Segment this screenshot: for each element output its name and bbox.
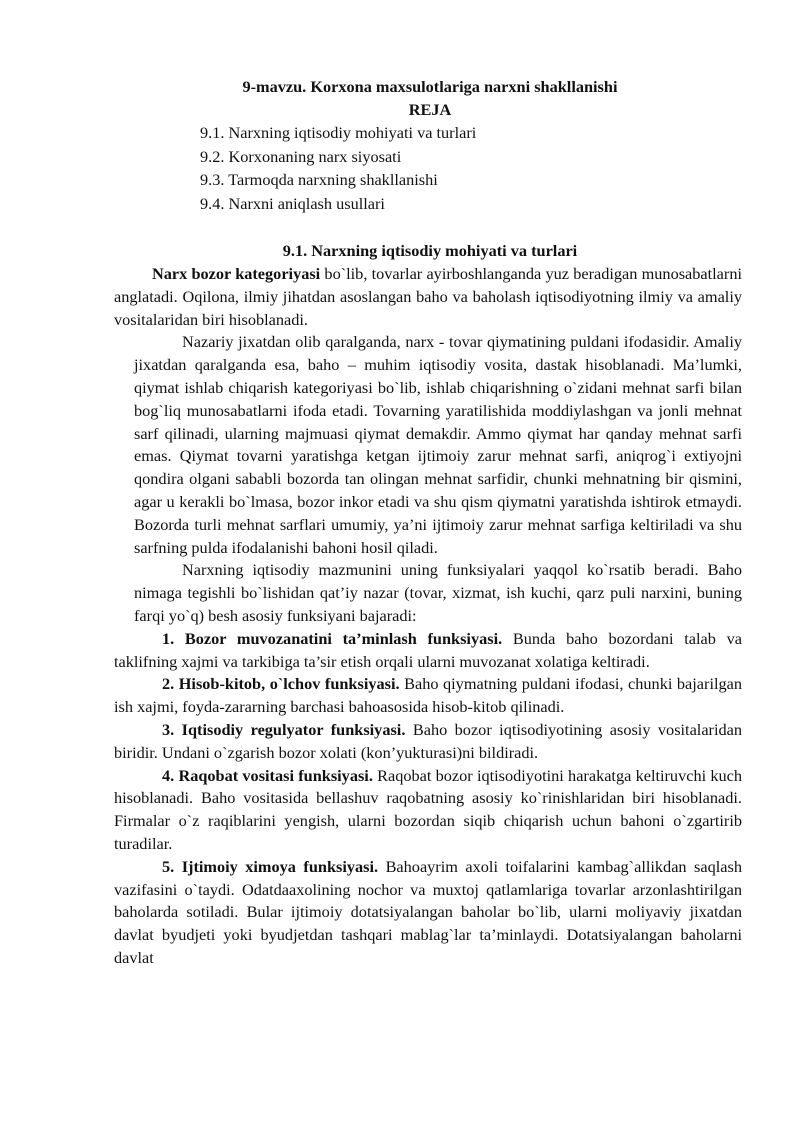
plan-item: 9.3. Tarmoqda narxning shakllanishi <box>200 170 438 189</box>
document-title: 9-mavzu. Korxona maxsulotlariga narxni shakllanishi <box>242 77 618 96</box>
plan-item: 9.2. Korxonaning narx siyosati <box>200 146 402 166</box>
function-title: 3. Iqtisodiy regulyator funksiyasi. <box>162 719 406 739</box>
function-item <box>114 765 742 856</box>
function-item <box>114 719 742 765</box>
function-text: Baho qiymatning puldani ifodasi, chunki bajarilgan ish xajmi, foyda-zararning barchasi bahoasosida hisob-kitob qilinadi. <box>114 674 742 717</box>
function-title: 4. Raqobat vositasi funksiyasi. <box>162 765 373 785</box>
function-item <box>114 628 742 674</box>
bold-term: Narx bozor kategoriyasi <box>152 264 321 283</box>
section-heading: 9.1. Narxning iqtisodiy mohiyati va turlari <box>282 241 578 260</box>
document-body <box>114 263 742 970</box>
paragraph-definition <box>114 263 742 331</box>
plan-item: 9.4. Narxni aniqlash usullari <box>200 193 385 213</box>
function-text: Baho bozor iqtisodiyotining asosiy vositalaridan biridir. Undani o`zgarish bozor xolati (kon’yukturasi)ni bildiradi. <box>114 719 743 762</box>
plan-item: 9.1. Narxning iqtisodiy mohiyati va turlari <box>200 123 477 142</box>
function-title: 2. Hisob-kitob, o`lchov funksiyasi. <box>162 674 400 694</box>
plan-list <box>200 122 476 216</box>
paragraph-functions-intro: Narxning iqtisodiy mazmunini uning funksiyalari yaqqol ko`rsatib beradi. Baho nimaga tegishli bo`lishidan qat’iy nazar (tovar, xizmat, ish kuchi, qarz puli narxini, buning farqi yo`q) besh asosiy funksiyani bajaradi: <box>134 560 742 625</box>
function-text: Bahoayrim axoli toifalarini kambag`allikdan saqlash vazifasini o`taydi. Odatdaaxolining nochor va muxtoj qatlamlariga tovarlar arzonlashtirilgan baholarda sotiladi. Bular ijtimoiy dotatsiyalangan baholar bo`lib, ularni moliyaviy jixatdan davlat byudjeti yoki byudjetdan tashqari mablag`lar ta’minlaydi. Dotatsiyalangan baholarni davlat <box>114 856 742 967</box>
plan-heading: REJA <box>408 100 452 119</box>
function-title: 5. Ijtimoiy ximoya funksiyasi. <box>162 856 379 876</box>
function-text: Raqobat bozor iqtisodiyotini harakatga keltiruvchi kuch hisoblanadi. Baho vositasida bellashuv raqobatning asosiy ko`rinishlaridan biri hisoblanadi. Firmalar o`z raqiblarini yengish, ularni bozordan siqib chiqarish uchun bahoni o`zgartirib turadilar. <box>114 765 742 853</box>
function-item <box>114 856 742 970</box>
function-item <box>114 673 742 719</box>
paragraph-text: bo`lib, tovarlar ayirboshlanganda yuz beradigan munosabatlarni anglatadi. Oqilona, ilmiy jihatdan asoslangan baho va baholash iqtisodiyotning ilmiy va amaliy vositalaridan biri hisoblanadi. <box>114 264 742 329</box>
function-title: 1. Bozor muvozanatini ta’minlash funksiyasi. <box>162 628 503 648</box>
function-text: Bunda baho bozordani talab va taklifning xajmi va tarkibiga ta’sir etish orqali ularni muvozanat xolatiga keltiradi. <box>114 628 742 671</box>
paragraph-theory: Nazariy jixatdan olib qaralganda, narx - tovar qiymatining puldani ifodasidir. Amaliy jixatdan qaralganda esa, baho – muhim iqtisodiy vosita, dastak hisoblanadi. Ma’lumki, qiymat ishlab chiqarish kategoriyasi bo`lib, ishlab chiqarishning o`zidani mehnat sarfi bilan bog`liq munosabatlarni ifoda etadi. Tovarning yaratilishida moddiylashgan va jonli mehnat sarf qilinadi, ularning majmuasi qiymat demakdir. Ammo qiymat har qanday mehnat sarfi emas. Qiymat tovarni yaratishga ketgan ijtimoiy zarur mehnat sarfi, aniqrog`i extiyojni qondira olgani sababli bozorda tan olingan mehnat sarfidir, chunki mehnatning bir qismini, agar u kerakli bo`lmasa, bozor inkor etadi va shu qism qiymatni yaratishda ishtirok etmaydi. Bozorda turli mehnat sarflari umumiy, ya’ni ijtimoiy zarur mehnat sarfiga keltiriladi va shu sarfning pulda ifodalanishi bahoni hosil qiladi. <box>134 332 742 557</box>
